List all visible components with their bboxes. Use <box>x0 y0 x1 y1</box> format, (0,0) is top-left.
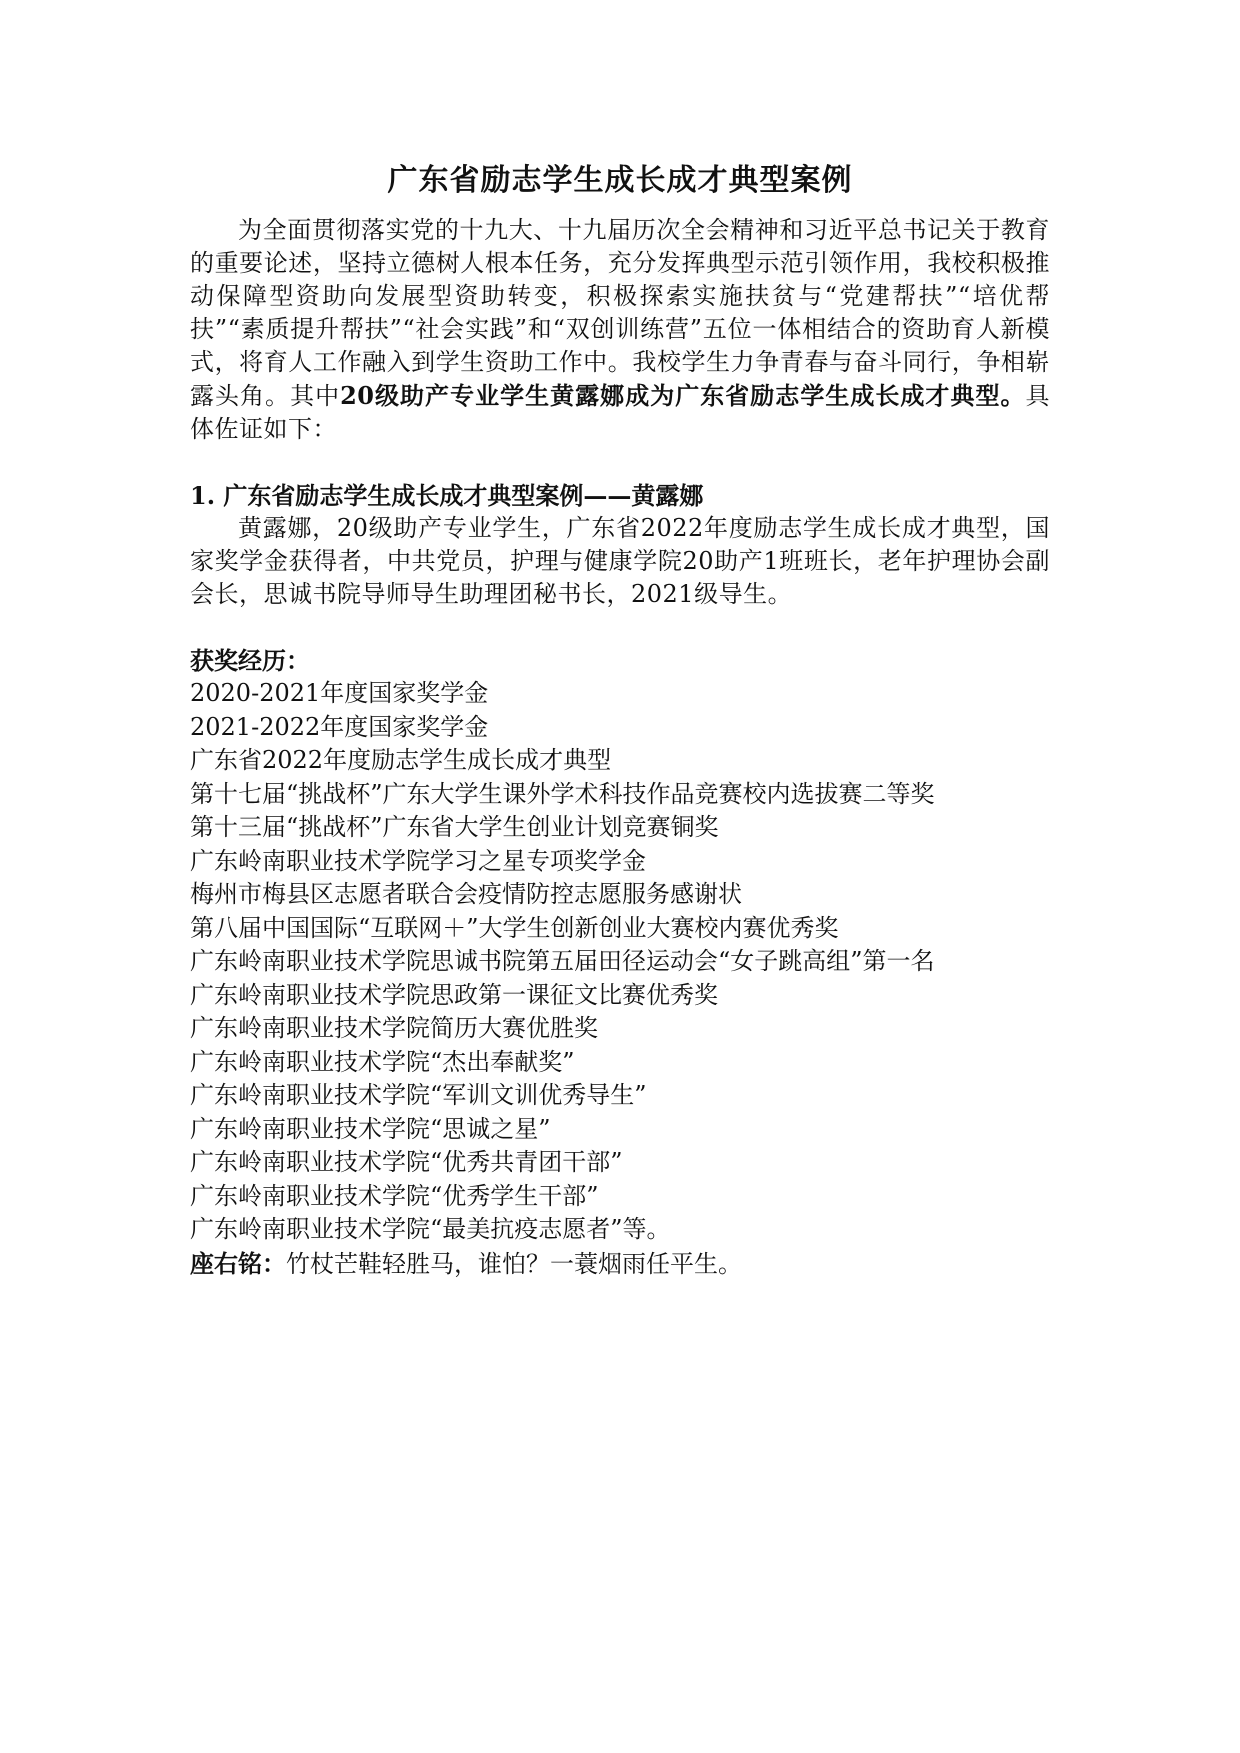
award-item: 广东岭南职业技术学院学习之星专项奖学金 <box>190 846 646 875</box>
awards-list <box>190 677 1050 1247</box>
intro-closing: 具体佐证如下： <box>190 382 1050 443</box>
section-heading: 1. 广东省励志学生成长成才典型案例——黄露娜 <box>190 481 704 510</box>
award-item: 第十七届“挑战杯”广东大学生课外学术科技作品竞赛校内选拔赛二等奖 <box>190 779 935 808</box>
award-item: 广东岭南职业技术学院“优秀共青团干部” <box>190 1148 623 1176</box>
intro-text: 为全面贯彻落实党的十九大、十九届历次全会精神和习近平总书记关于教育的重要论述，坚持立德树人根本任务，充分发挥典型示范引领作用，我校积极推动保障型资助向发展型资助转变，积极探索实施扶贫与“党建帮扶”“培优帮扶”“素质提升帮扶”“社会实践”和“双创训练营”五位一体相结合的资助育人新模式，将育人工作融入到学生资助工作中。我校学生力争青春与奋斗同行，争相崭露头角。其中 <box>190 216 1050 410</box>
motto-label: 座右铭： <box>190 1248 286 1278</box>
motto-text: 竹杖芒鞋轻胜马，谁怕？一蓑烟雨任平生。 <box>286 1249 742 1278</box>
award-item: 广东岭南职业技术学院思政第一课征文比赛优秀奖 <box>190 980 718 1009</box>
intro-paragraph <box>190 214 1050 446</box>
award-item: 广东岭南职业技术学院思诚书院第五届田径运动会“女子跳高组”第一名 <box>190 947 935 975</box>
document-content <box>190 160 1050 1281</box>
award-item: 广东岭南职业技术学院简历大赛优胜奖 <box>190 1014 598 1042</box>
section-body: 黄露娜，20级助产专业学生，广东省2022年度励志学生成长成才典型，国家奖学金获得者，中共党员，护理与健康学院20助产1班班长，老年护理协会副会长，思诚书院导师导生助理团秘书长，2021级导生。 <box>190 514 1050 608</box>
award-item: 广东岭南职业技术学院“军训文训优秀导生” <box>190 1081 647 1109</box>
spacer <box>190 446 1050 479</box>
award-item: 梅州市梅县区志愿者联合会疫情防控志愿服务感谢状 <box>190 880 742 908</box>
award-item: 第十三届“挑战杯”广东省大学生创业计划竞赛铜奖 <box>190 813 719 841</box>
document-title: 广东省励志学生成长成才典型案例 <box>387 163 853 198</box>
motto <box>190 1247 1050 1281</box>
award-item: 广东岭南职业技术学院“思诚之星” <box>190 1114 551 1143</box>
spacer <box>190 611 1050 644</box>
award-item: 广东省2022年度励志学生成长成才典型 <box>190 746 612 774</box>
award-item: 第八届中国国际“互联网＋”大学生创新创业大赛校内赛优秀奖 <box>190 913 839 942</box>
awards-heading: 获奖经历： <box>190 646 310 675</box>
award-item: 2020-2021年度国家奖学金 <box>190 679 489 707</box>
intro-highlight: 20级助产专业学生黄露娜成为广东省励志学生成长成才典型。 <box>340 381 1026 410</box>
award-item: 广东岭南职业技术学院“杰出奉献奖” <box>190 1047 575 1076</box>
award-item: 2021-2022年度国家奖学金 <box>190 712 489 741</box>
award-item: 广东岭南职业技术学院“优秀学生干部” <box>190 1181 599 1210</box>
award-item: 广东岭南职业技术学院“最美抗疫志愿者”等。 <box>190 1215 671 1243</box>
